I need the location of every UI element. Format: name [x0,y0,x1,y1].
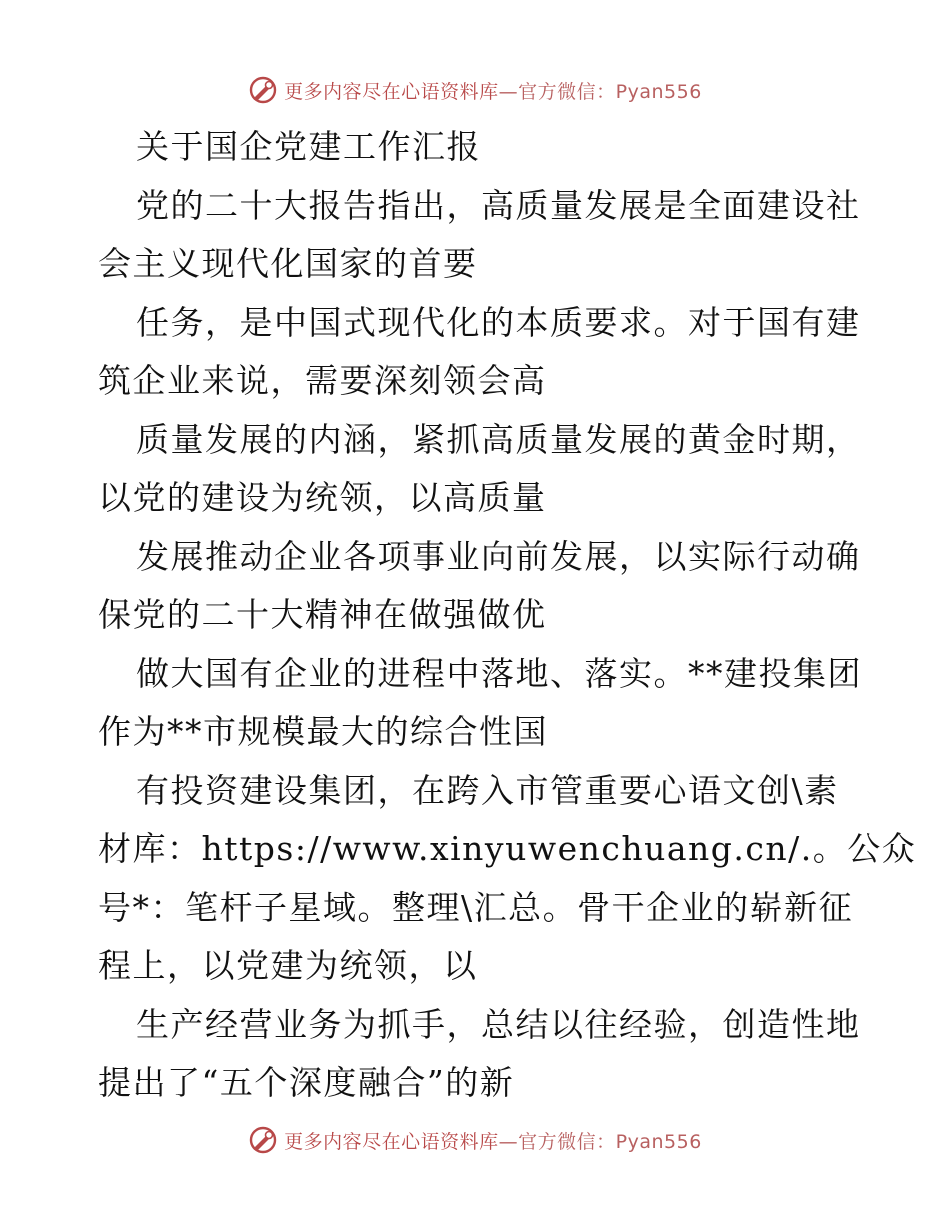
paragraph-line: 质量发展的内涵，紧抓高质量发展的黄金时期， [136,419,861,459]
watermark-text [284,77,702,104]
document-body [98,118,917,1113]
paragraph-line: 作为**市规模最大的综合性国 [98,712,548,751]
paragraph-line: 会主义现代化国家的首要 [98,244,478,283]
paragraph-line: 生产经营业务为抓手，总结以往经验，创造性地 [136,1004,861,1044]
paragraph-line: 材库：https://www.xinyuwenchuang.cn/.。公众 [98,829,917,868]
header-watermark-banner [0,70,950,110]
paragraph-line: 发展推动企业各项事业向前发展，以实际行动确 [136,536,861,576]
watermark-sep: — [498,1130,519,1153]
footer-watermark-banner [0,1120,950,1160]
paragraph-line: 保党的二十大精神在做强做优 [98,595,547,634]
paragraph-line: 程上，以党建为统领，以 [98,946,478,985]
paragraph-line: 提出了“五个深度融合”的新 [98,1063,515,1102]
paragraph-line: 党的二十大报告指出，高质量发展是全面建设社 [136,185,861,225]
watermark-text [284,1127,702,1154]
watermark-wechat: 官方微信：Pyan556 [518,80,702,103]
paragraph-line: 有投资建设集团，在跨入市管重要心语文创\素 [136,770,839,810]
document-title: 关于国企党建工作汇报 [136,127,481,166]
logo-icon [248,75,278,105]
paragraph-line: 任务，是中国式现代化的本质要求。对于国有建 [136,302,861,342]
paragraph-line: 筑企业来说，需要深刻领会高 [98,361,547,400]
watermark-main: 更多内容尽在心语资料库 [284,1130,499,1153]
watermark-main: 更多内容尽在心语资料库 [284,80,499,103]
paragraph-line: 做大国有企业的进程中落地、落实。**建投集团 [136,653,862,693]
watermark-wechat: 官方微信：Pyan556 [518,1130,702,1153]
logo-icon [248,1125,278,1155]
watermark-sep: — [498,80,519,103]
paragraph-line: 以党的建设为统领，以高质量 [98,478,547,517]
paragraph-line: 号*：笔杆子星域。整理\汇总。骨干企业的崭新征 [98,887,854,927]
